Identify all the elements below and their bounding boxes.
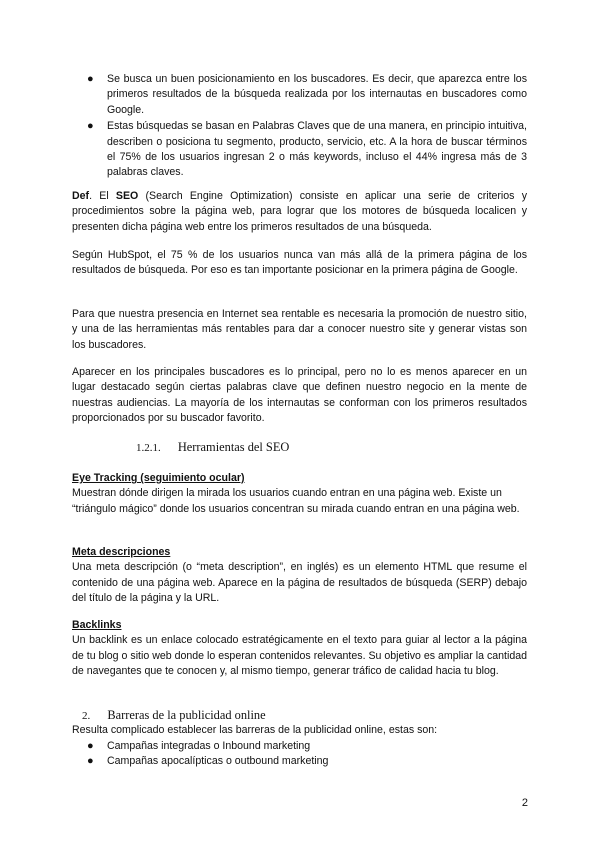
term-title: Backlinks <box>72 619 122 631</box>
def-sep: . El <box>89 190 116 202</box>
bullet-item <box>87 754 527 769</box>
section-number: 2. <box>82 710 91 722</box>
bullet-text: Campañas apocalípticas o outbound marketing <box>107 755 329 768</box>
section-title: Barreras de la publicidad online <box>107 708 266 722</box>
bullet-dot-icon: ● <box>87 120 94 133</box>
def-label: Def <box>72 190 90 202</box>
term-body: Una meta descripción (o “meta description”, en inglés) es un elemento HTML que resume el contenido de una página web. Aparece en la página de resultados de búsqueda (SERP) debajo del título de la página y la URL. <box>72 561 527 605</box>
bullet-dot-icon: ● <box>87 755 94 768</box>
bullet-dot-icon: ● <box>87 740 94 752</box>
term-title: Eye Tracking (seguimiento ocular) <box>72 472 245 484</box>
section-heading-2 <box>82 708 266 723</box>
bullet-text: Campañas integradas o Inbound marketing <box>107 740 311 752</box>
bullet-text: Estas búsquedas se basan en Palabras Claves que de una manera, en principio intuitiva, describen o posiciona tu segmento, producto, servicio, etc. A la hora de buscar términos el 75% de los usuarios ingresan 2 o más keywords, incluso el 44% ingresa más de 3 palabras claves. <box>107 120 527 179</box>
bullet-item <box>87 739 527 754</box>
section-title: Herramientas del SEO <box>177 440 290 454</box>
paragraph-ranking: Aparecer en los principales buscadores es lo principal, pero no lo es menos aparecer en un lugar destacado según ciertas palabras clave que definen nuestro negocio en la mente de nuestras audiencias. La mayoría de los internautas se conforman con los primeros resultados proporcionados por su buscador favorito. <box>72 366 527 425</box>
term-block <box>72 471 527 517</box>
section-heading-121 <box>136 440 289 455</box>
def-term: SEO <box>115 190 139 202</box>
term-body: Un backlink es un enlace colocado estratégicamente en el texto para guiar al lector a la página de tu blog o sitio web donde lo esperan contenidos relevantes. Su objetivo es ampliar la cantidad de navegantes que te conocen y, al mismo tiempo, generar tráfico de calidad hacia tu blog. <box>72 634 527 678</box>
def-rest: (Search Engine Optimization) consiste en aplicar una serie de criterios y procedimientos sobre la página web, para lograr que los motores de búsqueda localicen y presenten dicha página web entre los primeros resultados de una búsqueda. <box>72 190 528 233</box>
bullet-dot-icon: ● <box>87 73 94 85</box>
bullet-item <box>87 72 527 118</box>
paragraph-promotion: Para que nuestra presencia en Internet sea rentable es necesaria la promoción de nuestro sitio, y una de las herramientas más rentables para dar a conocer nuestro site y generar vistas son los buscadores. <box>72 308 527 351</box>
seo-definition <box>72 189 527 235</box>
bottom-bullet-list <box>87 739 527 770</box>
top-bullet-list <box>87 72 527 181</box>
section-number: 1.2.1. <box>136 442 161 454</box>
page-number: 2 <box>521 797 528 809</box>
term-block <box>72 545 527 607</box>
paragraph-hubspot: Según HubSpot, el 75 % de los usuarios nunca van más allá de la primera página de los resultados de búsqueda. Por eso es tan importante posicionar en la primera página de Google. <box>72 249 527 277</box>
term-block <box>72 618 527 680</box>
term-body: Muestran dónde dirigen la mirada los usuarios cuando entran en una página web. Existe un “triángulo mágico” donde los usuarios concentran su mirada cuando entran en una página web. <box>72 487 520 515</box>
section-2-intro: Resulta complicado establecer las barreras de la publicidad online, estas son: <box>72 724 438 736</box>
bullet-text: Se busca un buen posicionamiento en los buscadores. Es decir, que aparezca entre los primeros resultados de la búsqueda realizada por los internautas en buscadores como Google. <box>107 73 527 116</box>
term-title: Meta descripciones <box>72 546 171 558</box>
bullet-item <box>87 119 527 181</box>
